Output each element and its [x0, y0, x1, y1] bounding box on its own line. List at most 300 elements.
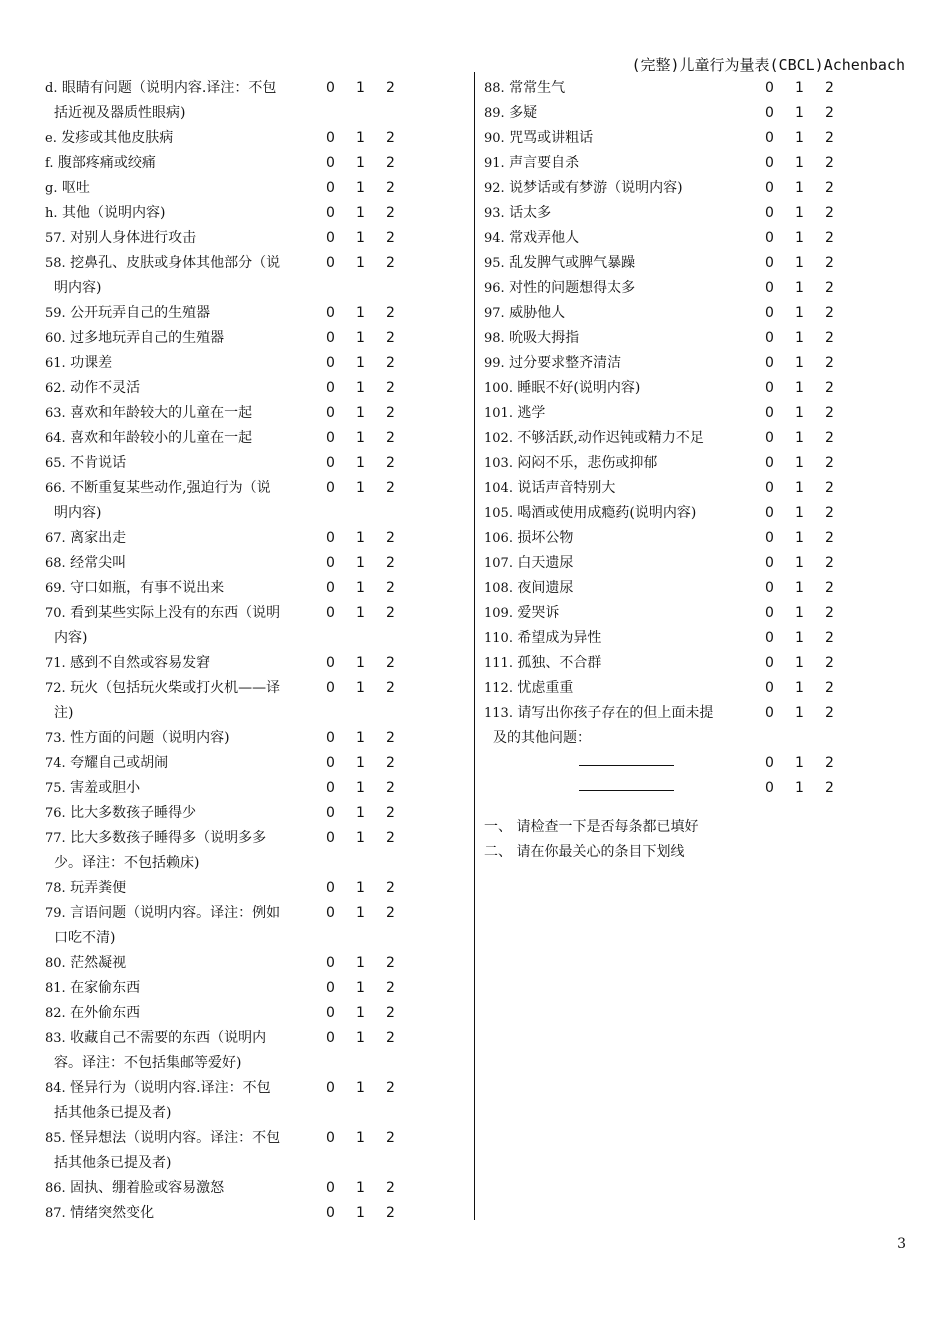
- rating-option-0[interactable]: 0: [765, 80, 774, 96]
- item-number: 73.: [45, 731, 66, 746]
- checklist-item: [45, 1126, 425, 1176]
- rating-option-0[interactable]: 0: [326, 580, 335, 596]
- rating-options: [765, 476, 855, 501]
- rating-option-2[interactable]: 2: [386, 355, 395, 371]
- rating-option-0[interactable]: 0: [765, 455, 774, 471]
- rating-option-1[interactable]: 1: [356, 1030, 365, 1046]
- rating-option-0[interactable]: 0: [765, 705, 774, 721]
- rating-option-2[interactable]: 2: [825, 430, 834, 446]
- rating-option-2[interactable]: 2: [386, 830, 395, 846]
- rating-option-1[interactable]: 1: [356, 1180, 365, 1196]
- rating-option-2[interactable]: 2: [386, 405, 395, 421]
- rating-option-2[interactable]: 2: [825, 555, 834, 571]
- rating-option-0[interactable]: 0: [765, 580, 774, 596]
- rating-options: [765, 276, 855, 301]
- checklist-item: [45, 151, 425, 176]
- rating-option-2[interactable]: 2: [386, 430, 395, 446]
- rating-option-0[interactable]: 0: [326, 80, 335, 96]
- rating-option-2[interactable]: 2: [825, 205, 834, 221]
- rating-option-2[interactable]: 2: [386, 380, 395, 396]
- rating-option-0[interactable]: 0: [765, 480, 774, 496]
- rating-option-1[interactable]: 1: [795, 455, 804, 471]
- rating-option-1[interactable]: 1: [356, 480, 365, 496]
- write-in-line: [484, 751, 864, 776]
- item-text: 说话声音特别大: [512, 480, 616, 496]
- rating-option-2[interactable]: 2: [825, 80, 834, 96]
- item-text: 不肯说话: [65, 455, 127, 471]
- rating-option-1[interactable]: 1: [356, 655, 365, 671]
- write-in-blank[interactable]: [579, 751, 674, 766]
- checklist-item: [45, 351, 425, 376]
- rating-option-2[interactable]: 2: [825, 180, 834, 196]
- rating-option-2[interactable]: 2: [386, 480, 395, 496]
- rating-options: [765, 601, 855, 626]
- rating-option-0[interactable]: 0: [765, 530, 774, 546]
- rating-option-2[interactable]: 2: [825, 355, 834, 371]
- rating-option-1[interactable]: 1: [356, 580, 365, 596]
- rating-option-1[interactable]: 1: [795, 155, 804, 171]
- item-number: 64.: [45, 431, 66, 446]
- item-text: 威胁他人: [504, 305, 566, 321]
- rating-option-0[interactable]: 0: [765, 405, 774, 421]
- rating-option-0[interactable]: 0: [326, 880, 335, 896]
- item-text-continued: 口吃不清): [54, 930, 116, 946]
- rating-options: [326, 726, 416, 751]
- rating-option-2[interactable]: 2: [386, 805, 395, 821]
- column-divider: [474, 72, 475, 1220]
- rating-option-0[interactable]: 0: [765, 205, 774, 221]
- rating-option-0[interactable]: 0: [765, 280, 774, 296]
- rating-option-1[interactable]: 1: [356, 880, 365, 896]
- rating-option-0[interactable]: 0: [326, 730, 335, 746]
- rating-option-1[interactable]: 1: [795, 130, 804, 146]
- rating-option-1[interactable]: 1: [795, 755, 804, 771]
- rating-option-0[interactable]: 0: [326, 555, 335, 571]
- rating-option-1[interactable]: 1: [795, 80, 804, 96]
- rating-option-0[interactable]: 0: [326, 1205, 335, 1221]
- rating-option-2[interactable]: 2: [825, 105, 834, 121]
- item-number: 68.: [45, 556, 66, 571]
- rating-option-0[interactable]: 0: [765, 555, 774, 571]
- rating-option-1[interactable]: 1: [356, 380, 365, 396]
- item-text: 公开玩弄自己的生殖器: [65, 305, 211, 321]
- rating-option-0[interactable]: 0: [326, 355, 335, 371]
- rating-option-0[interactable]: 0: [765, 330, 774, 346]
- rating-option-0[interactable]: 0: [326, 1005, 335, 1021]
- rating-option-1[interactable]: 1: [795, 680, 804, 696]
- rating-option-1[interactable]: 1: [356, 1080, 365, 1096]
- item-text: 呕吐: [57, 180, 90, 196]
- rating-option-1[interactable]: 1: [795, 530, 804, 546]
- checklist-item: [45, 326, 425, 351]
- checklist-item: [45, 651, 425, 676]
- rating-option-1[interactable]: 1: [356, 430, 365, 446]
- rating-option-0[interactable]: 0: [765, 430, 774, 446]
- item-text-continued: 容。译注：不包括集邮等爱好): [54, 1055, 242, 1071]
- rating-option-1[interactable]: 1: [356, 830, 365, 846]
- rating-option-0[interactable]: 0: [765, 105, 774, 121]
- rating-option-0[interactable]: 0: [326, 655, 335, 671]
- rating-options: [765, 426, 855, 451]
- rating-option-1[interactable]: 1: [795, 105, 804, 121]
- rating-option-2[interactable]: 2: [825, 455, 834, 471]
- rating-option-1[interactable]: 1: [356, 80, 365, 96]
- rating-option-1[interactable]: 1: [795, 630, 804, 646]
- rating-option-1[interactable]: 1: [356, 130, 365, 146]
- rating-option-0[interactable]: 0: [765, 755, 774, 771]
- rating-option-2[interactable]: 2: [386, 1005, 395, 1021]
- rating-option-0[interactable]: 0: [326, 1130, 335, 1146]
- checklist-item: [45, 951, 425, 976]
- rating-option-0[interactable]: 0: [326, 230, 335, 246]
- checklist-item: [484, 651, 864, 676]
- checklist-item: [484, 401, 864, 426]
- rating-option-0[interactable]: 0: [326, 380, 335, 396]
- item-text: 在外偷东西: [65, 1005, 141, 1021]
- item-number: 88.: [484, 81, 505, 96]
- rating-option-1[interactable]: 1: [795, 580, 804, 596]
- checklist-item: [45, 776, 425, 801]
- rating-option-1[interactable]: 1: [356, 205, 365, 221]
- item-text: 其他（说明内容): [57, 205, 166, 221]
- checklist-item: [484, 476, 864, 501]
- rating-option-1[interactable]: 1: [795, 655, 804, 671]
- rating-option-0[interactable]: 0: [326, 955, 335, 971]
- rating-option-0[interactable]: 0: [326, 405, 335, 421]
- rating-option-2[interactable]: 2: [825, 605, 834, 621]
- rating-option-2[interactable]: 2: [825, 705, 834, 721]
- rating-option-0[interactable]: 0: [326, 605, 335, 621]
- rating-option-1[interactable]: 1: [795, 780, 804, 796]
- rating-options: [326, 151, 416, 176]
- item-number: h.: [45, 206, 58, 221]
- rating-option-1[interactable]: 1: [795, 180, 804, 196]
- rating-option-1[interactable]: 1: [356, 1205, 365, 1221]
- checklist-item: [484, 326, 864, 351]
- rating-option-1[interactable]: 1: [795, 280, 804, 296]
- rating-option-1[interactable]: 1: [356, 755, 365, 771]
- rating-option-2[interactable]: 2: [386, 80, 395, 96]
- rating-options: [326, 251, 416, 276]
- item-number: 113.: [484, 706, 513, 721]
- rating-option-0[interactable]: 0: [765, 505, 774, 521]
- rating-option-1[interactable]: 1: [795, 380, 804, 396]
- rating-option-1[interactable]: 1: [356, 905, 365, 921]
- rating-option-2[interactable]: 2: [386, 230, 395, 246]
- rating-option-2[interactable]: 2: [386, 905, 395, 921]
- rating-option-0[interactable]: 0: [326, 680, 335, 696]
- rating-option-0[interactable]: 0: [326, 1080, 335, 1096]
- rating-option-1[interactable]: 1: [795, 355, 804, 371]
- item-number: 97.: [484, 306, 505, 321]
- rating-options: [765, 576, 855, 601]
- item-number: 112.: [484, 681, 513, 696]
- rating-options: [326, 1176, 416, 1201]
- rating-options: [765, 226, 855, 251]
- rating-option-2[interactable]: 2: [386, 255, 395, 271]
- item-text-continued: 注): [54, 705, 74, 721]
- rating-options: [326, 601, 416, 626]
- rating-option-0[interactable]: 0: [765, 605, 774, 621]
- item-number: 79.: [45, 906, 66, 921]
- rating-option-0[interactable]: 0: [765, 655, 774, 671]
- rating-option-2[interactable]: 2: [386, 1030, 395, 1046]
- checklist-item: [45, 601, 425, 651]
- rating-option-1[interactable]: 1: [356, 1005, 365, 1021]
- item-number: 63.: [45, 406, 66, 421]
- instructions: [484, 815, 864, 865]
- rating-options: [326, 651, 416, 676]
- rating-option-1[interactable]: 1: [356, 330, 365, 346]
- checklist-item: [45, 251, 425, 301]
- item-number: 78.: [45, 881, 66, 896]
- rating-option-1[interactable]: 1: [356, 155, 365, 171]
- checklist-item: [484, 701, 864, 751]
- rating-option-1[interactable]: 1: [356, 180, 365, 196]
- item-number: 69.: [45, 581, 66, 596]
- rating-option-0[interactable]: 0: [326, 255, 335, 271]
- rating-option-2[interactable]: 2: [825, 405, 834, 421]
- item-number: 91.: [484, 156, 505, 171]
- rating-option-0[interactable]: 0: [765, 180, 774, 196]
- rating-option-2[interactable]: 2: [386, 205, 395, 221]
- item-text: 吮吸大拇指: [504, 330, 580, 346]
- item-text: 对别人身体进行攻击: [65, 230, 197, 246]
- checklist-item: [45, 1176, 425, 1201]
- rating-option-1[interactable]: 1: [795, 480, 804, 496]
- rating-option-2[interactable]: 2: [386, 330, 395, 346]
- item-number: 71.: [45, 656, 66, 671]
- rating-option-2[interactable]: 2: [825, 530, 834, 546]
- rating-option-2[interactable]: 2: [386, 605, 395, 621]
- rating-options: [765, 251, 855, 276]
- rating-option-1[interactable]: 1: [356, 230, 365, 246]
- rating-option-1[interactable]: 1: [356, 455, 365, 471]
- rating-option-2[interactable]: 2: [386, 955, 395, 971]
- item-text: 常戏弄他人: [504, 230, 580, 246]
- rating-options: [326, 76, 416, 101]
- checklist-item: [45, 301, 425, 326]
- checklist-item: [484, 626, 864, 651]
- rating-option-0[interactable]: 0: [326, 755, 335, 771]
- rating-option-1[interactable]: 1: [795, 430, 804, 446]
- checklist-item: [45, 1026, 425, 1076]
- rating-option-1[interactable]: 1: [795, 230, 804, 246]
- rating-option-2[interactable]: 2: [386, 780, 395, 796]
- checklist-item: [45, 826, 425, 876]
- item-text: 不断重复某些动作,强迫行为（说: [65, 480, 271, 496]
- rating-option-0[interactable]: 0: [326, 480, 335, 496]
- rating-option-1[interactable]: 1: [356, 605, 365, 621]
- item-number: 81.: [45, 981, 66, 996]
- rating-options: [765, 751, 855, 776]
- rating-options: [326, 751, 416, 776]
- page-number: 3: [897, 1236, 906, 1252]
- rating-option-0[interactable]: 0: [765, 380, 774, 396]
- rating-option-1[interactable]: 1: [356, 980, 365, 996]
- write-in-blank[interactable]: [579, 776, 674, 791]
- rating-option-2[interactable]: 2: [825, 380, 834, 396]
- rating-option-1[interactable]: 1: [795, 555, 804, 571]
- item-text-continued: 括其他条已提及者): [54, 1155, 172, 1171]
- item-text: 喜欢和年龄较大的儿童在一起: [65, 405, 253, 421]
- checklist-item: [45, 1201, 425, 1226]
- rating-options: [765, 651, 855, 676]
- checklist-item: [484, 301, 864, 326]
- rating-option-2[interactable]: 2: [386, 1180, 395, 1196]
- rating-option-0[interactable]: 0: [326, 780, 335, 796]
- rating-option-1[interactable]: 1: [356, 805, 365, 821]
- item-number: d.: [45, 81, 58, 96]
- checklist-item: [45, 401, 425, 426]
- checklist-item: [484, 676, 864, 701]
- rating-option-2[interactable]: 2: [386, 1130, 395, 1146]
- rating-option-2[interactable]: 2: [386, 1080, 395, 1096]
- rating-option-2[interactable]: 2: [386, 455, 395, 471]
- rating-option-0[interactable]: 0: [326, 905, 335, 921]
- rating-option-0[interactable]: 0: [326, 1030, 335, 1046]
- item-text-continued: 括其他条已提及者): [54, 1105, 172, 1121]
- checklist-item: [45, 526, 425, 551]
- rating-option-2[interactable]: 2: [386, 580, 395, 596]
- rating-option-0[interactable]: 0: [326, 980, 335, 996]
- rating-option-0[interactable]: 0: [326, 130, 335, 146]
- rating-option-2[interactable]: 2: [825, 155, 834, 171]
- rating-option-2[interactable]: 2: [825, 280, 834, 296]
- rating-options: [326, 401, 416, 426]
- item-text: 玩弄粪便: [65, 880, 127, 896]
- item-text: 常常生气: [504, 80, 566, 96]
- rating-options: [326, 376, 416, 401]
- rating-option-1[interactable]: 1: [356, 680, 365, 696]
- rating-option-2[interactable]: 2: [825, 580, 834, 596]
- item-number: 98.: [484, 331, 505, 346]
- item-text: 比大多数孩子睡得多（说明多多: [65, 830, 267, 846]
- rating-option-2[interactable]: 2: [386, 655, 395, 671]
- rating-option-1[interactable]: 1: [795, 405, 804, 421]
- rating-option-0[interactable]: 0: [326, 155, 335, 171]
- rating-option-1[interactable]: 1: [356, 555, 365, 571]
- rating-option-2[interactable]: 2: [825, 505, 834, 521]
- rating-options: [326, 226, 416, 251]
- rating-option-0[interactable]: 0: [765, 155, 774, 171]
- rating-option-1[interactable]: 1: [795, 205, 804, 221]
- rating-option-0[interactable]: 0: [326, 455, 335, 471]
- rating-option-0[interactable]: 0: [765, 355, 774, 371]
- instruction-line: 一、 请检查一下是否每条都已填好: [484, 819, 699, 835]
- rating-option-1[interactable]: 1: [356, 405, 365, 421]
- checklist-item: [484, 101, 864, 126]
- rating-option-1[interactable]: 1: [795, 605, 804, 621]
- rating-option-2[interactable]: 2: [825, 255, 834, 271]
- rating-options: [765, 701, 855, 726]
- rating-option-0[interactable]: 0: [326, 530, 335, 546]
- rating-option-0[interactable]: 0: [326, 180, 335, 196]
- rating-option-0[interactable]: 0: [326, 330, 335, 346]
- rating-option-0[interactable]: 0: [765, 230, 774, 246]
- checklist-item: [45, 676, 425, 726]
- rating-option-2[interactable]: 2: [386, 155, 395, 171]
- rating-options: [765, 626, 855, 651]
- rating-option-2[interactable]: 2: [825, 680, 834, 696]
- rating-option-1[interactable]: 1: [356, 1130, 365, 1146]
- rating-option-2[interactable]: 2: [386, 755, 395, 771]
- checklist-item: [45, 376, 425, 401]
- rating-option-2[interactable]: 2: [825, 230, 834, 246]
- checklist-item: [45, 451, 425, 476]
- item-text: 言语问题（说明内容。译注：例如: [65, 905, 281, 921]
- rating-option-1[interactable]: 1: [795, 255, 804, 271]
- rating-options: [326, 826, 416, 851]
- rating-option-0[interactable]: 0: [765, 680, 774, 696]
- rating-option-0[interactable]: 0: [326, 805, 335, 821]
- rating-option-0[interactable]: 0: [765, 255, 774, 271]
- rating-option-1[interactable]: 1: [356, 355, 365, 371]
- rating-option-1[interactable]: 1: [356, 730, 365, 746]
- rating-option-2[interactable]: 2: [386, 180, 395, 196]
- checklist-item: [484, 126, 864, 151]
- item-number: 102.: [484, 431, 513, 446]
- item-text: 玩火（包括玩火柴或打火机——译: [65, 680, 281, 696]
- rating-option-2[interactable]: 2: [825, 630, 834, 646]
- rating-option-0[interactable]: 0: [765, 130, 774, 146]
- rating-option-2[interactable]: 2: [386, 130, 395, 146]
- rating-option-2[interactable]: 2: [825, 330, 834, 346]
- rating-option-2[interactable]: 2: [825, 755, 834, 771]
- rating-options: [326, 576, 416, 601]
- rating-option-1[interactable]: 1: [795, 505, 804, 521]
- rating-option-2[interactable]: 2: [825, 480, 834, 496]
- item-text: 说梦话或有梦游（说明内容): [504, 180, 683, 196]
- rating-option-2[interactable]: 2: [386, 880, 395, 896]
- rating-options: [326, 476, 416, 501]
- rating-option-2[interactable]: 2: [386, 730, 395, 746]
- rating-option-2[interactable]: 2: [825, 130, 834, 146]
- item-text: 忧虑重重: [512, 680, 574, 696]
- rating-option-2[interactable]: 2: [825, 305, 834, 321]
- rating-option-1[interactable]: 1: [356, 530, 365, 546]
- rating-option-0[interactable]: 0: [326, 305, 335, 321]
- rating-option-1[interactable]: 1: [795, 705, 804, 721]
- rating-option-1[interactable]: 1: [795, 305, 804, 321]
- rating-option-2[interactable]: 2: [825, 780, 834, 796]
- rating-option-1[interactable]: 1: [356, 255, 365, 271]
- rating-option-1[interactable]: 1: [356, 305, 365, 321]
- item-text: 挖鼻孔、皮肤或身体其他部分（说: [65, 255, 281, 271]
- rating-option-0[interactable]: 0: [326, 430, 335, 446]
- rating-option-1[interactable]: 1: [356, 780, 365, 796]
- item-text: 看到某些实际上没有的东西（说明: [65, 605, 281, 621]
- rating-option-2[interactable]: 2: [386, 530, 395, 546]
- checklist-item: [45, 476, 425, 526]
- item-text: 感到不自然或容易发窘: [65, 655, 211, 671]
- rating-option-0[interactable]: 0: [326, 1180, 335, 1196]
- rating-option-2[interactable]: 2: [386, 555, 395, 571]
- rating-option-0[interactable]: 0: [765, 780, 774, 796]
- rating-option-0[interactable]: 0: [326, 830, 335, 846]
- rating-option-0[interactable]: 0: [326, 205, 335, 221]
- rating-option-1[interactable]: 1: [356, 955, 365, 971]
- rating-option-2[interactable]: 2: [825, 655, 834, 671]
- rating-option-0[interactable]: 0: [765, 305, 774, 321]
- rating-option-2[interactable]: 2: [386, 980, 395, 996]
- rating-options: [326, 801, 416, 826]
- rating-option-2[interactable]: 2: [386, 1205, 395, 1221]
- rating-option-1[interactable]: 1: [795, 330, 804, 346]
- rating-option-0[interactable]: 0: [765, 630, 774, 646]
- rating-option-2[interactable]: 2: [386, 680, 395, 696]
- rating-option-2[interactable]: 2: [386, 305, 395, 321]
